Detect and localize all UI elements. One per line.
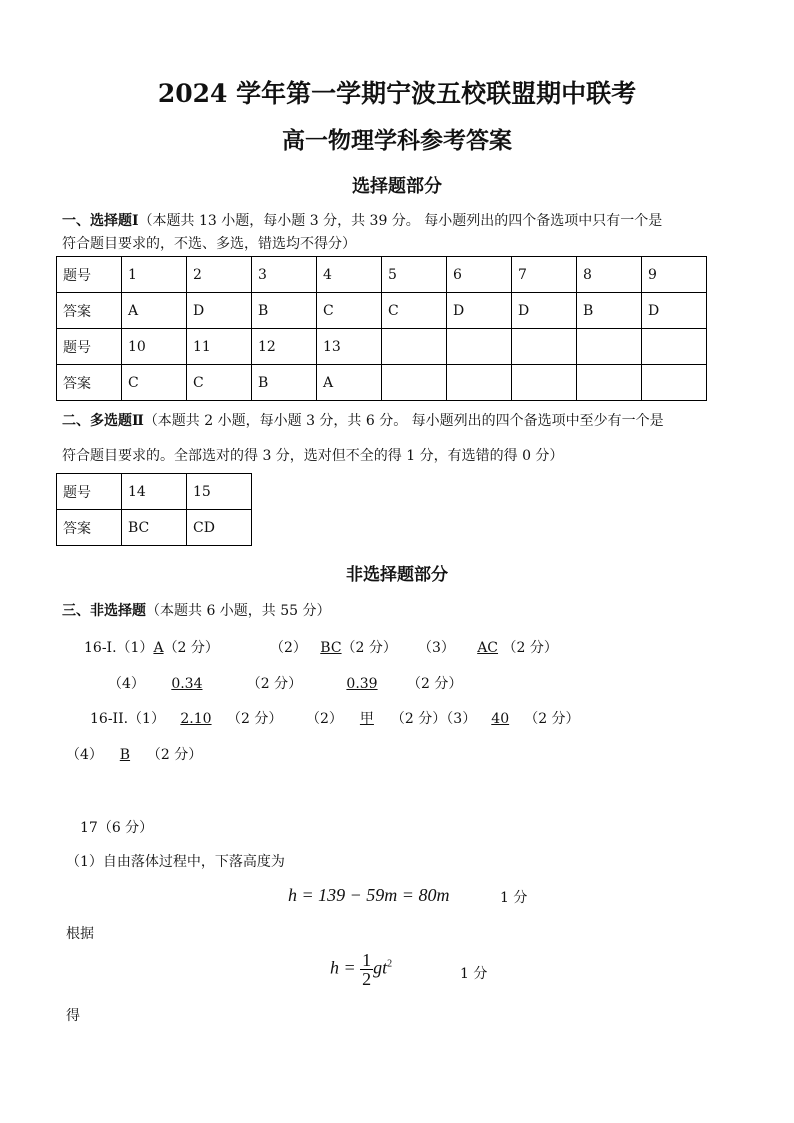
answer-cell (382, 329, 447, 365)
row-header-cell: 题号 (57, 474, 122, 510)
answer-cell: A (317, 365, 382, 401)
q17-line3: 得 (66, 1008, 80, 1024)
row-header-cell: 答案 (57, 293, 122, 329)
part2-description-line2: 符合题目要求的。全部选对的得 3 分，选对但不全的得 1 分，有选错的得 0 分） (62, 448, 564, 464)
answer-cell (577, 365, 642, 401)
part1-table-row (57, 365, 707, 401)
q16-1-part4: （4） 0.34 （2 分） (108, 676, 303, 692)
section-title-choice: 选择题部分 (352, 176, 442, 197)
q16-2-part2: （2） 甲 （2 分）（3） 40 （2 分） (306, 711, 580, 727)
answer-cell: 8 (577, 257, 642, 293)
answer-16-1-5: 0.39 (346, 676, 378, 692)
answer-cell: 1 (122, 257, 187, 293)
part2-answer-table (56, 473, 252, 546)
answer-cell: D (447, 293, 512, 329)
answer-16-1-2: BC (320, 640, 342, 656)
answer-16-2-3: 40 (491, 711, 510, 727)
row-header-cell: 题号 (57, 329, 122, 365)
answer-16-2-2: 甲 (359, 711, 374, 727)
q16-1-part2: （2） BC（2 分） (270, 640, 397, 656)
answer-cell: 13 (317, 329, 382, 365)
q16-1-part5: 0.39 （2 分） (317, 674, 462, 694)
answer-16-1-3: AC (477, 640, 499, 656)
answer-cell: B (577, 293, 642, 329)
answer-cell (642, 329, 707, 365)
q17-equation-2-score: 1 分 (460, 966, 488, 982)
answer-cell: C (122, 365, 187, 401)
part2-heading: 二、多选题Ⅱ (62, 413, 144, 429)
answer-16-1-4: 0.34 (171, 676, 203, 692)
q16-1-part3: （3） AC （2 分） (418, 640, 558, 656)
answer-cell: 5 (382, 257, 447, 293)
answer-cell: 3 (252, 257, 317, 293)
answer-cell (447, 365, 512, 401)
q16-2-part4: （4） B （2 分） (66, 747, 203, 763)
part1-answer-table (56, 256, 707, 401)
answer-cell (577, 329, 642, 365)
q17-line1: （1）自由落体过程中，下落高度为 (66, 854, 285, 870)
answer-16-1-1: A (153, 640, 164, 656)
fraction-half: $\frac{1}{2}$ (362, 950, 372, 989)
part2-table-row (57, 474, 252, 510)
page-subtitle: 高一物理学科参考答案 (282, 127, 512, 154)
part3-heading: 三、非选择题 (62, 603, 146, 619)
answer-16-2-1: 2.10 (180, 711, 212, 727)
answer-16-2-4: B (119, 747, 131, 763)
answer-cell (512, 329, 577, 365)
answer-cell (642, 365, 707, 401)
part1-table-row (57, 293, 707, 329)
answer-cell: D (512, 293, 577, 329)
answer-cell: D (642, 293, 707, 329)
answer-cell: 9 (642, 257, 707, 293)
part1-description-line2: 符合题目要求的，不选、多选，错选均不得分） (62, 236, 356, 252)
q17-equation-1: h = 139 − 59m = 80m (288, 885, 450, 905)
answer-cell: A (122, 293, 187, 329)
answer-cell: 14 (122, 474, 187, 510)
answer-cell: D (187, 293, 252, 329)
answer-cell: 4 (317, 257, 382, 293)
answer-cell: C (317, 293, 382, 329)
part1-table-row (57, 329, 707, 365)
section-title-nonchoice: 非选择题部分 (346, 565, 448, 585)
answer-cell (382, 365, 447, 401)
answer-cell: 7 (512, 257, 577, 293)
answer-cell: 12 (252, 329, 317, 365)
answer-cell (447, 329, 512, 365)
q17-equation-2: h = $\frac{1}{2}$ $gt^2$ (330, 950, 393, 989)
answer-cell: B (252, 365, 317, 401)
answer-cell: BC (122, 510, 187, 546)
part1-table-row (57, 257, 707, 293)
answer-cell: CD (187, 510, 252, 546)
part3-description: 三、非选择题（本题共 6 小题，共 55 分） (62, 603, 331, 619)
part1-description-line1: 一、选择题Ⅰ（本题共 13 小题，每小题 3 分，共 39 分。 每小题列出的四个备选项中只有一个是 (62, 213, 663, 229)
answer-cell: 2 (187, 257, 252, 293)
q16-2-line1: 16-II.（1） 2.10 （2 分） (90, 711, 283, 727)
answer-cell (512, 365, 577, 401)
answer-cell: 15 (187, 474, 252, 510)
answer-cell: B (252, 293, 317, 329)
answer-cell: 10 (122, 329, 187, 365)
q17-equation-1-score: 1 分 (500, 890, 528, 906)
part2-description-line1: 二、多选题Ⅱ（本题共 2 小题，每小题 3 分，共 6 分。 每小题列出的四个备选项中至少有一个是 (62, 413, 664, 429)
part1-heading: 一、选择题Ⅰ (62, 213, 139, 229)
row-header-cell: 答案 (57, 510, 122, 546)
answer-cell: 6 (447, 257, 512, 293)
q17-line2: 根据 (66, 926, 94, 942)
answer-cell: C (187, 365, 252, 401)
part2-table-row (57, 510, 252, 546)
q17-label: 17（6 分） (80, 820, 154, 836)
row-header-cell: 题号 (57, 257, 122, 293)
row-header-cell: 答案 (57, 365, 122, 401)
answer-cell: 11 (187, 329, 252, 365)
q16-1-line1: 16-I.（1）A（2 分） (84, 640, 219, 656)
page-title: 2024 学年第一学期宁波五校联盟期中联考 (157, 79, 637, 108)
answer-cell: C (382, 293, 447, 329)
